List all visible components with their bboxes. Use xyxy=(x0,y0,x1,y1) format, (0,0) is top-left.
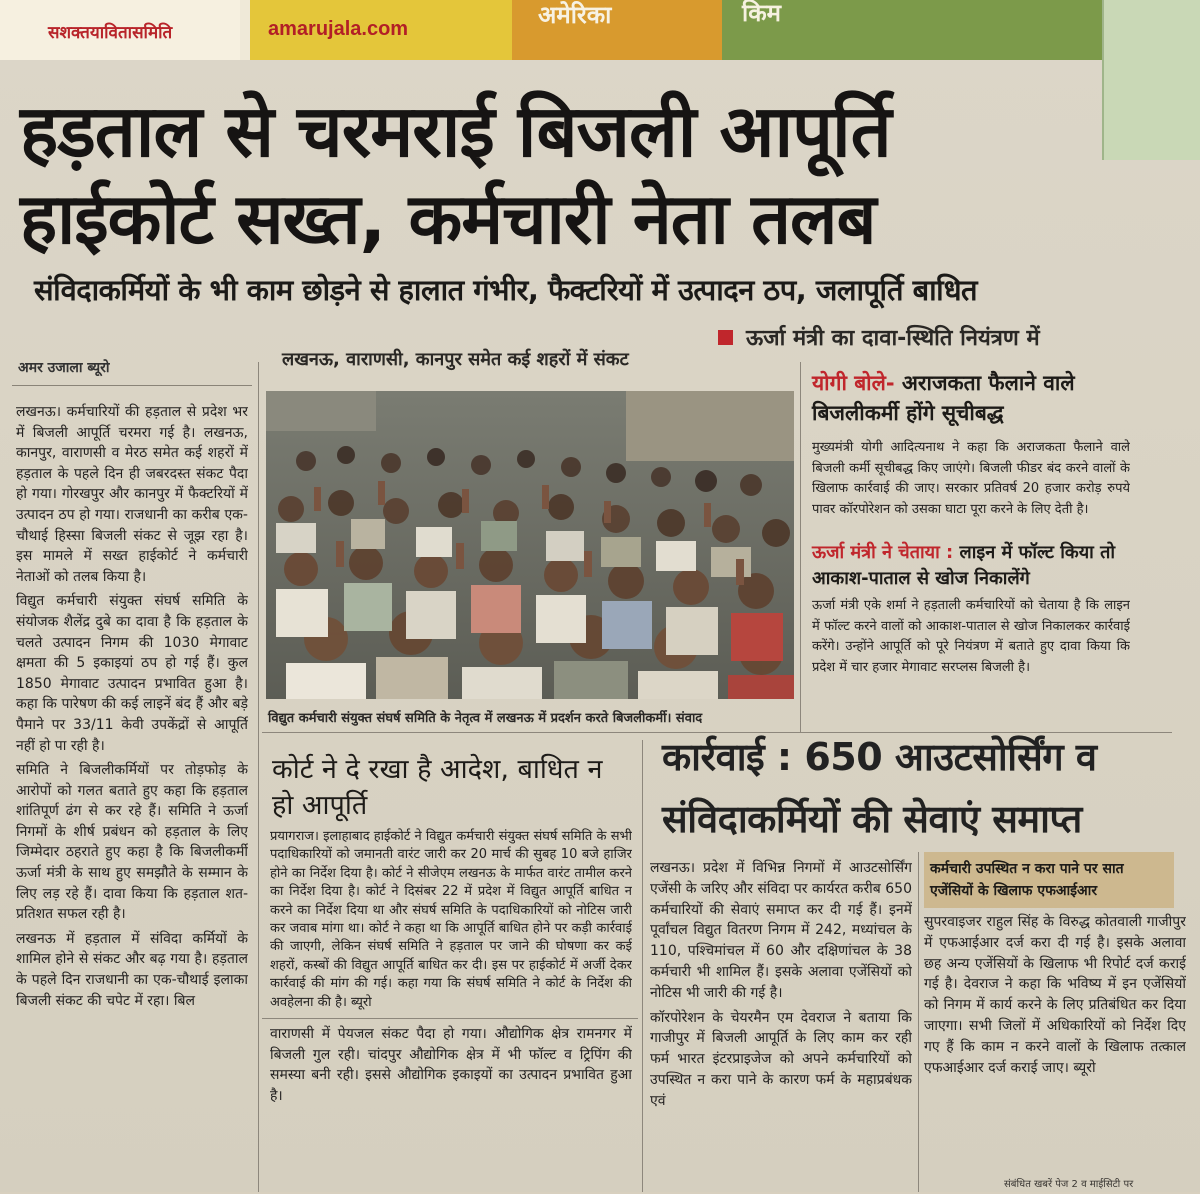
main-story-paragraph: समिति ने बिजलीकर्मियों पर तोड़फोड़ के आरोपों को गलत बताते हुए कहा कि हड़ताल शांतिपूर्ण ढंग से कर रहे हैं। समिति ने ऊर्जा निगमों के शीर्ष प्रबंधन को हड़ताल के लिए जिम्मेदार ठहराते हुए कहा है कि बिजलीकर्मी ऊर्जा मंत्री के साथ हुए समझौते के सम्मान के लिए लड़ रहे हैं। दावा किया कि हड़ताल शत-प्रतिशत सफल रही है। xyxy=(16,762,248,923)
red-bullet-icon xyxy=(718,330,733,345)
photo-caption: विद्युत कर्मचारी संयुक्त संघर्ष समिति के नेतृत्व में लखनऊ में प्रदर्शन करते बिजलीकर्मी। संवाद xyxy=(268,711,703,726)
main-story-paragraph: विद्युत कर्मचारी संयुक्त संघर्ष समिति के संयोजक शैलेंद्र दुबे का दावा है कि हड़ताल के चलते उत्पादन निगम की 1030 मेगावाट क्षमता की 5 इकाइयां ठप हो गई हैं। कुल 1850 मेगावाट उत्पादन प्रभावित हुआ है। कहा कि पारेषण की कई लाइनें बंद हैं और बड़े पैमाने पर 33/11 केवी उपकेंद्रों से आपूर्ति नहीं हो पा रही है। xyxy=(16,593,248,754)
section-label: लखनऊ, वाराणसी, कानपुर समेत कई शहरों में संकट xyxy=(282,349,629,370)
main-story-paragraph: लखनऊ। कर्मचारियों की हड़ताल से प्रदेश भर में बिजली आपूर्ति चरमरा गई है। लखनऊ, कानपुर, वाराणसी व मेरठ समेत कई शहरों में हड़ताल के पहले दिन ही जबरदस्त संकट पैदा हो गया। गोरखपुर और कानपुर में फैक्टरियों में उत्पादन ठप हो गया। राजधानी का करीब एक-चौथाई हिस्सा बिजली संकट से जूझ रहा है। इस मामले में सख्त हाईकोर्ट ने कर्मचारी नेताओं को तलब किया है। xyxy=(16,404,248,585)
masthead-site-panel xyxy=(250,0,512,60)
energy-title: लाइन में फॉल्ट किया तो आकाश-पाताल से खोज निकालेंगे xyxy=(812,542,1115,589)
action-story-paragraph: कॉरपोरेशन के चेयरमैन एम देवराज ने बताया कि गाजीपुर में बिजली आपूर्ति के लिए काम कर रही फर्म भारत इंटरप्राइजेज को अपने कर्मचारियों को उपस्थित न करा पाने के कारण फर्म के महाप्रबंधक एवं xyxy=(650,1009,912,1109)
fir-title: कर्मचारी उपस्थित न करा पाने पर सात एजेंसियों के खिलाफ एफआईआर xyxy=(930,861,1124,899)
energy-minister-body: ऊर्जा मंत्री एके शर्मा ने हड़ताली कर्मचारियों को चेताया है कि लाइन में फॉल्ट करने वालों को आकाश-पाताल से खोज निकालकर कार्रवाई करेंगे। उन्होंने आपूर्ति को पूरे नियंत्रण में बताते हुए दावा किया कि प्रदेश में चार हजार मेगावाट सरप्लस बिजली है। xyxy=(812,598,1130,675)
related-news-footnote: संबंधित खबरें पेज 2 व माईसिटी पर xyxy=(1004,1179,1134,1190)
column-divider xyxy=(642,740,643,1192)
fir-story-body: सुपरवाइजर राहुल सिंह के विरुद्ध कोतवाली गाजीपुर में एफआईआर दर्ज करा दी गई है। इसके अलावा छह अन्य एजेंसियों के खिलाफ भी रिपोर्ट दर्ज कराई गई है। देवराज ने कहा कि भविष्य में इन एजेंसियों को निगम में कार्य करने के लिए प्रतिबंधित कर दिया जाएगा। सभी जिलों में अधिकारियों को निर्देश दिए गए हैं कि काम न करने वालों के खिलाफ तत्काल एफआईआर दर्ज कराई जाए। ब्यूरो xyxy=(924,914,1186,1076)
section-rule xyxy=(262,1018,638,1019)
subheadline: संविदाकर्मियों के भी काम छोड़ने से हालात गंभीर, फैक्टरियों में उत्पादन ठप, जलापूर्ति बाधित xyxy=(34,273,978,307)
masthead-site: amarujala.com xyxy=(268,18,409,40)
action-headline-line-2: संविदाकर्मियों की सेवाएं समाप्त xyxy=(662,797,1082,841)
yogi-label: योगी बोले- xyxy=(812,371,895,395)
action-story-paragraph: लखनऊ। प्रदेश में विभिन्न निगमों में आउटसोर्सिंग एजेंसी के जरिए और संविदा पर कार्यरत करीब 650 कर्मचारियों की सेवाएं समाप्त कर दी गई हैं। इनमें पूर्वांचल विद्युत वितरण निगम में 242, मध्यांचल के 110, पश्चिमांचल में 60 और दक्षिणांचल के 38 कर्मचारी भी शामिल हैं। इसके अलावा एजेंसियों को नोटिस भी जारी की गई है। xyxy=(650,860,912,1001)
action-headline-line-1: कार्रवाई : 650 आउटसोर्सिंग व xyxy=(662,735,1097,779)
protest-crowd-image xyxy=(266,391,794,699)
action-story-headline xyxy=(662,726,1182,850)
yogi-title: अराजकता फैलाने वाले बिजलीकर्मी होंगे सूचीबद्ध xyxy=(812,371,1075,425)
varanasi-story-body: वाराणसी में पेयजल संकट पैदा हो गया। औद्योगिक क्षेत्र रामनगर में बिजली गुल रही। चांदपुर औद्योगिक क्षेत्र में भी फॉल्ट व ट्रिपिंग की समस्या बनी रही। इससे औद्योगिक इकाइयों का उत्पादन प्रभावित हुआ है। xyxy=(270,1026,632,1104)
protest-photo xyxy=(266,391,794,699)
masthead-slogan: सशक्तयावितासमिति xyxy=(48,23,173,43)
headline-line-1: हड़ताल से चरमराई बिजली आपूर्ति xyxy=(20,89,891,173)
action-story-body xyxy=(650,858,912,1192)
column-divider xyxy=(918,852,919,1192)
column-divider xyxy=(258,362,259,1192)
main-story-paragraph: लखनऊ में हड़ताल में संविदा कर्मियों के शामिल होने से संकट और बढ़ गया है। हड़ताल के पहले दिन राजधानी का एक-चौथाई इलाका बिजली संकट की चपेट में रहा। बिल xyxy=(16,930,248,1009)
yogi-body: मुख्यमंत्री योगी आदित्यनाथ ने कहा कि अराजकता फैलाने वाले बिजली कर्मी सूचीबद्ध किए जाएंगे। बिजली फीडर बंद करने वालों के खिलाफ कार्रवाई की जाए। सरकार प्रतिवर्ष 20 हजार करोड़ रुपये पावर कॉरपोरेशन को उसका घाटा पूरा करने के लिए देती है। xyxy=(812,440,1130,517)
energy-label: ऊर्जा मंत्री ने चेताया : xyxy=(812,542,954,563)
masthead-cut-section: किम xyxy=(742,0,781,27)
court-story-body: प्रयागराज। इलाहाबाद हाईकोर्ट ने विद्युत कर्मचारी संयुक्त संघर्ष समिति के सभी पदाधिकारियों को जमानती वारंट जारी कर 20 मार्च की सुबह 10 बजे हाजिर होने का निर्देश दिया है। कोर्ट ने सीजेएम लखनऊ के मार्फत वारंट तामील करने का निर्देश दिया है। कोर्ट ने दिसंबर 22 में प्रदेश में विद्युत आपूर्ति बाधित न करने का निर्देश दिया था और संघर्ष समिति के पदाधिकारियों को नोटिस जारी कर जवाब मांगा था। कोर्ट ने कहा था कि आपूर्ति बाधित होने पर कड़ी कार्रवाई की जाएगी, लेकिन संघर्ष समिति ने हड़ताल पर जाने की घोषणा कर कई शहरों, कस्बों की विद्युत आपूर्ति बाधित कर दी। इस पर हाईकोर्ट में अर्जी देकर कार्रवाई की मांग की गई। कहा गया कि संघर्ष समिति ने कोर्ट के निर्देश की अवहेलना की है। ब्यूरो xyxy=(270,829,632,1010)
claim-label: ऊर्जा मंत्री का दावा-स्थिति नियंत्रण में xyxy=(746,326,1040,351)
byline: अमर उजाला ब्यूरो xyxy=(18,360,110,376)
yogi-headline xyxy=(812,368,1112,428)
masthead-section-panel xyxy=(512,0,722,60)
fir-title-box xyxy=(924,852,1174,908)
court-story-headline: कोर्ट ने दे रखा है आदेश, बाधित न हो आपूर्ति xyxy=(272,754,603,821)
main-story xyxy=(16,402,248,1192)
energy-minister-headline xyxy=(812,540,1130,592)
masthead-cut-panel xyxy=(722,0,1102,60)
byline-rule xyxy=(12,385,252,386)
margin-green-strip xyxy=(1102,0,1200,160)
masthead-slogan-panel xyxy=(0,0,240,60)
column-divider xyxy=(800,362,801,732)
masthead-section: अमेरिका xyxy=(538,1,612,29)
headline-line-2: हाईकोर्ट सख्त, कर्मचारी नेता तलब xyxy=(20,178,876,260)
masthead-strip xyxy=(0,0,1200,60)
